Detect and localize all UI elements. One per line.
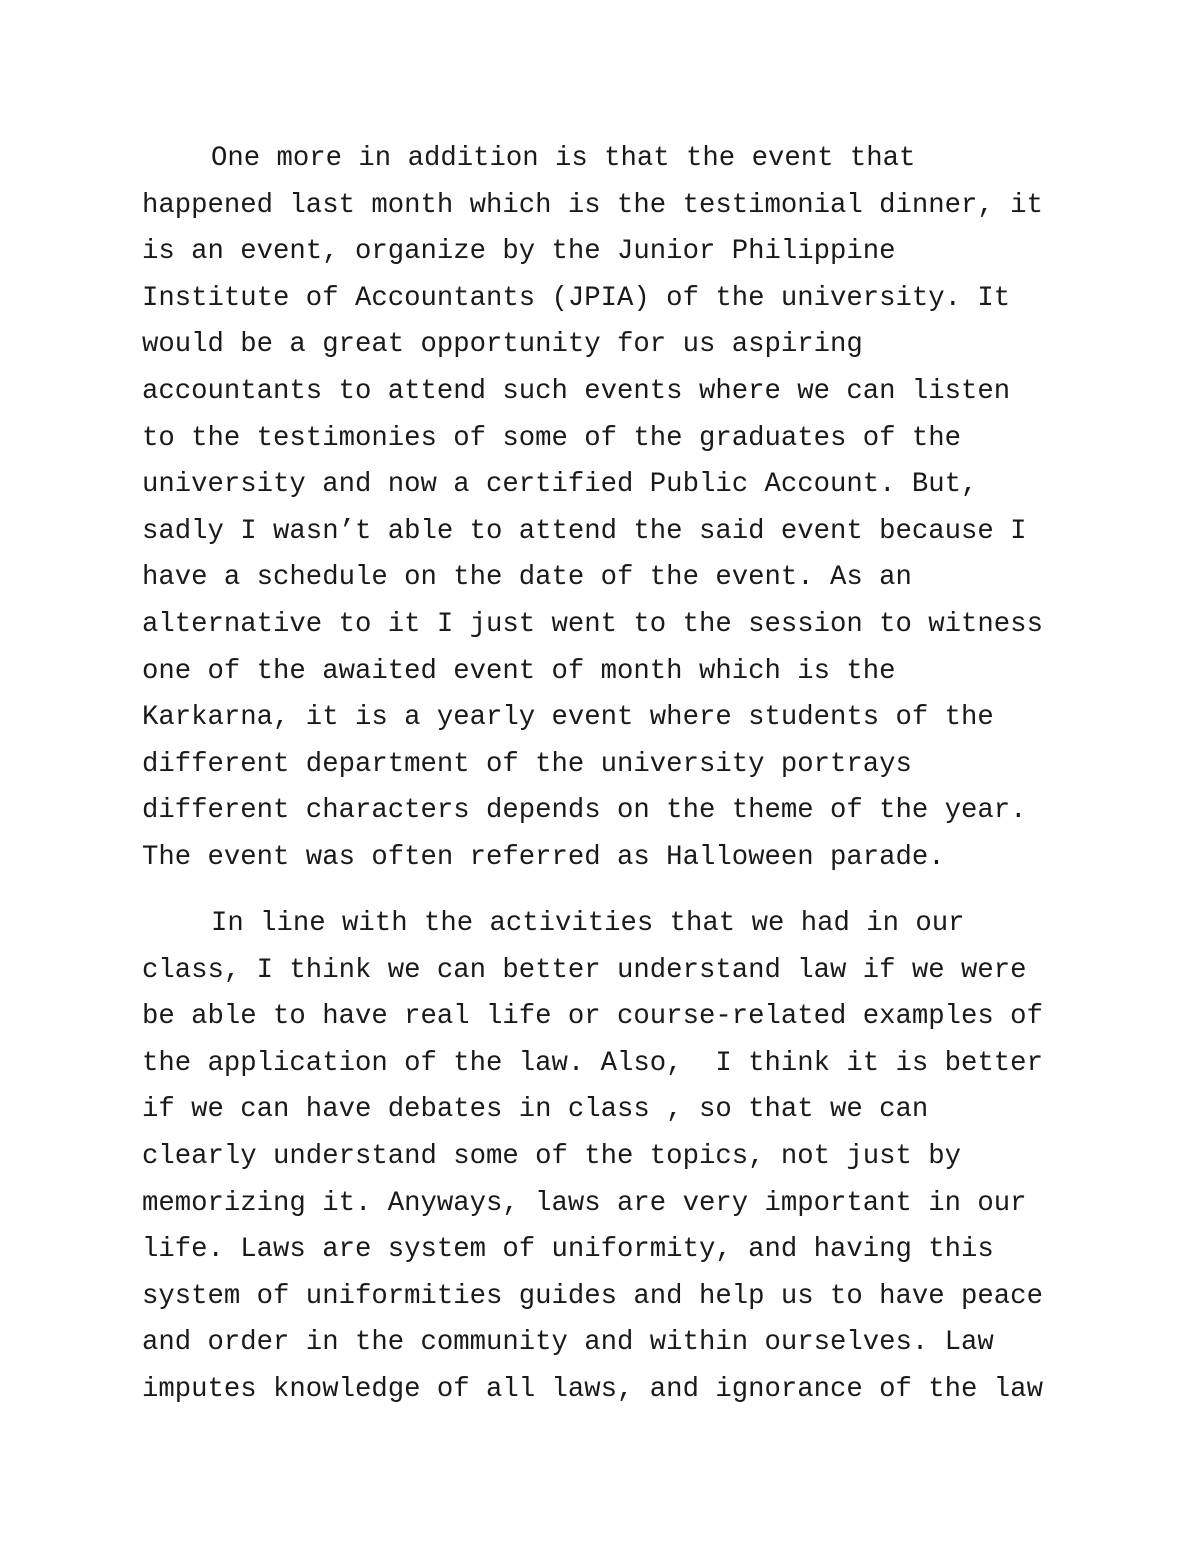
text-line: memorizing it. Anyways, laws are very important in our (142, 1187, 1027, 1219)
text-line: sadly I wasn’t able to attend the said event because I (142, 515, 1027, 547)
text-line: accountants to attend such events where we can listen (142, 375, 1011, 407)
text-line: alternative to it I just went to the session to witness (142, 608, 1043, 640)
text-line: Institute of Accountants (JPIA) of the university. It (142, 282, 1011, 314)
paragraph-2 (142, 901, 1102, 1414)
text-line: the application of the law. Also, I think it is better (142, 1047, 1043, 1079)
text-line: different characters depends on the theme of the year. (142, 795, 1027, 827)
text-line: The event was often referred as Halloween parade. (142, 841, 945, 873)
text-line: system of uniformities guides and help us to have peace (142, 1280, 1043, 1312)
text-line: different department of the university portrays (142, 748, 912, 780)
text-line: is an event, organize by the Junior Philippine (142, 236, 896, 268)
text-line: Karkarna, it is a yearly event where students of the (142, 702, 994, 734)
text-line: One more in addition is that the event that (211, 143, 916, 174)
text-line: if we can have debates in class , so that we can (142, 1094, 929, 1126)
text-line: be able to have real life or course-related examples of (142, 1001, 1043, 1033)
text-line: clearly understand some of the topics, not just by (142, 1140, 962, 1172)
paragraph-1 (142, 136, 1102, 882)
text-line: In line with the activities that we had in our (211, 908, 965, 939)
text-line: university and now a certified Public Account. But, (142, 469, 978, 501)
text-line: life. Laws are system of uniformity, and having this (142, 1234, 994, 1266)
text-line: one of the awaited event of month which is the (142, 655, 896, 687)
text-line: to the testimonies of some of the graduates of the (142, 422, 962, 454)
text-line: imputes knowledge of all laws, and ignorance of the law (142, 1373, 1043, 1405)
text-line: would be a great opportunity for us aspiring (142, 329, 863, 361)
text-line: and order in the community and within ourselves. Law (142, 1327, 994, 1359)
text-line: class, I think we can better understand law if we were (142, 954, 1027, 986)
text-line: have a schedule on the date of the event. As an (142, 562, 912, 594)
text-line: happened last month which is the testimonial dinner, it (142, 189, 1043, 221)
